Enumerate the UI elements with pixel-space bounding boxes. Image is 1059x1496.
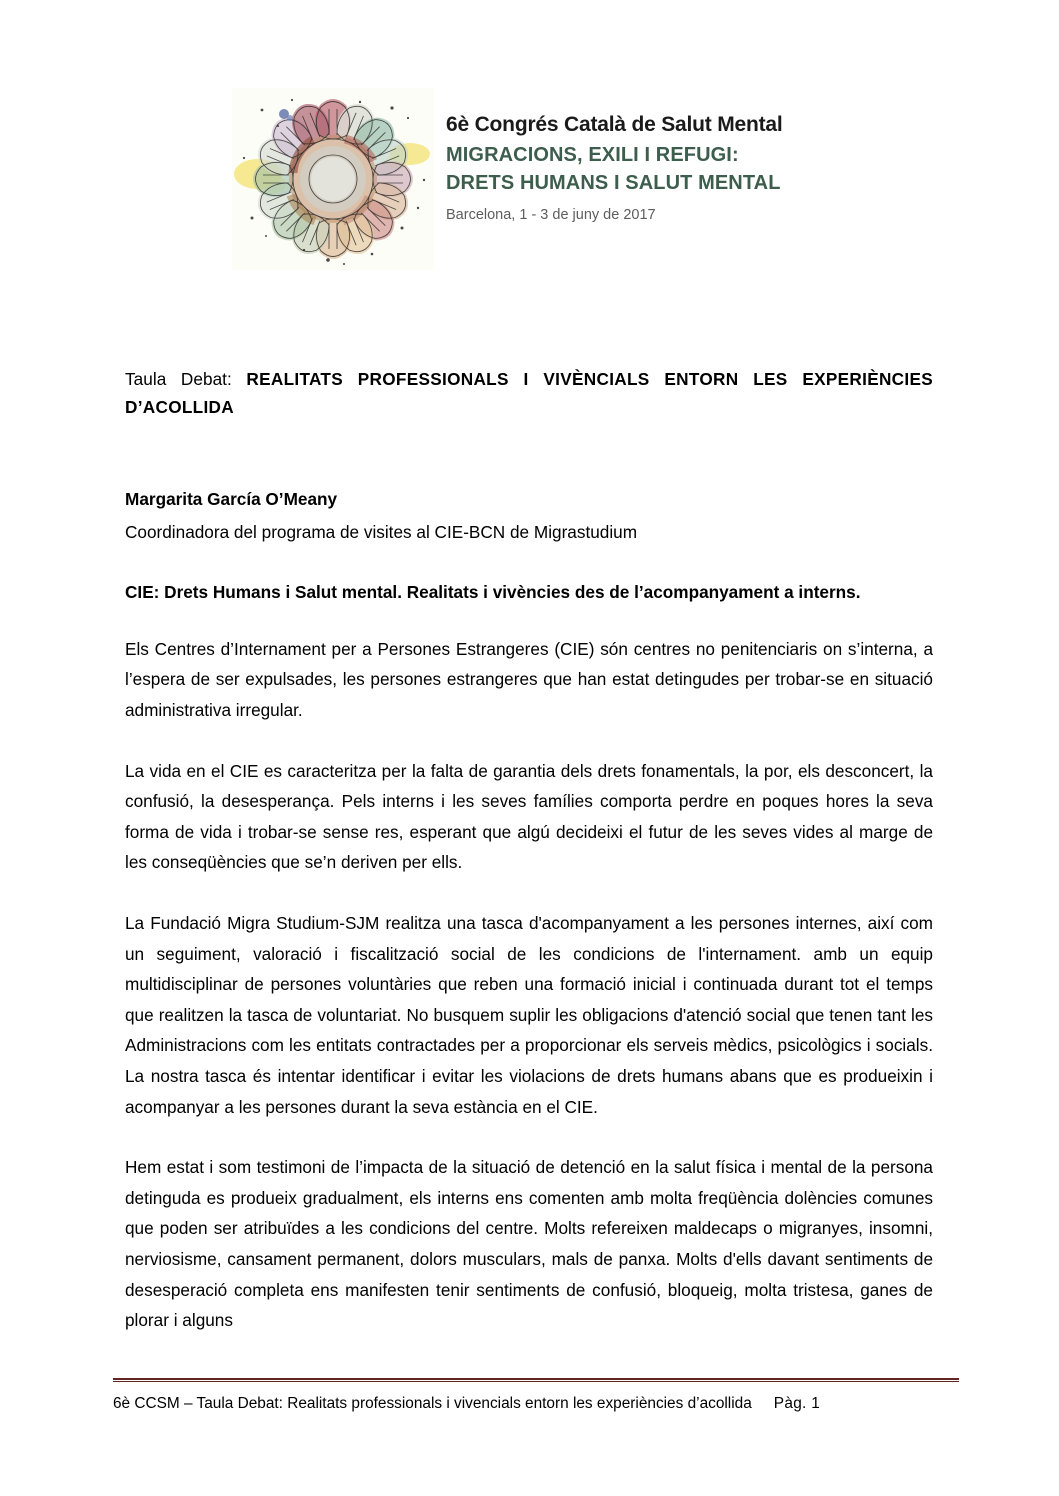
congress-subtitle	[446, 142, 783, 197]
footer-divider	[113, 1378, 959, 1382]
footer-content	[113, 1393, 959, 1415]
author-name: Margarita García O’Meany	[125, 488, 338, 509]
section-heading: CIE: Drets Humans i Salut mental. Realitats i vivències des de l’acompanyament a interns.	[125, 582, 861, 603]
body-paragraph: La vida en el CIE es caracteritza per la falta de garantia dels drets fonamentals, la por, els desconcert, la confusió, la desesperança. Pels interns i les seves famílies comporta perdre en poques hores la seva forma de vida i trobar-se sense res, esperant que algú decideixi el futur de les seves vides al marge de les conseqüències que se’n deriven per ells.	[125, 760, 933, 873]
document-body	[125, 366, 933, 1336]
page-title	[125, 366, 933, 422]
spacer-after-title	[125, 422, 933, 486]
spacer-after-author	[125, 546, 933, 579]
congress-subtitle-line2: DRETS HUMANS I SALUT MENTAL	[446, 171, 781, 194]
page-title-label: Taula Debat:	[125, 369, 247, 389]
footer-text: 6è CCSM – Taula Debat: Realitats professionals i vivencials entorn les experiències d’acollida	[113, 1395, 752, 1412]
congress-subtitle-line1: MIGRACIONS, EXILI I REFUGI:	[446, 144, 739, 167]
body-paragraph: Hem estat i som testimoni de l’impacta de la situació de detenció en la salut física i mental de la persona detinguda es produeix gradualment, els interns ens comenten amb molta freqüència dolències comunes que poden ser atribuïdes a les condicions del centre. Molts refereixen maldecaps o migranyes, insomni, nerviosisme, cansament permanent, dolors musculars, mals de panxa. Molts d'ells davant sentiments de desesperació completa ens manifesten tenir sentiments de confusió, bloqueig, molta tristesa, ganes de plorar i alguns	[125, 1157, 933, 1331]
footer-page-number: Pàg. 1	[773, 1395, 821, 1412]
author-role: Coordinadora del programa de visites al CIE-BCN de Migrastudium	[125, 522, 638, 543]
body-paragraph: Els Centres d’Internament per a Persones Estrangeres (CIE) són centres no penitenciaris on s’interna, a l’espera de ser expulsades, les persones estrangeres que han estat detingudes per trobar-se en situació administrativa irregular.	[125, 638, 933, 720]
page-footer	[113, 1378, 959, 1415]
body-paragraph: La Fundació Migra Studium-SJM realitza una tasca d'acompanyament a les persones internes, així com un seguiment, valoració i fiscalització social de les condicions de l'internament. amb un equip multidisciplinar de persones voluntàries que reben una formació inicial i continuada durant tot el temps que realitzen la tasca de voluntariat. No busquem suplir les obligacions d'atenció social que tenen tant les Administracions com les entitats contractades per a proporcionar els serveis mèdics, psicològics i socials. La nostra tasca és intentar identificar i evitar les violacions de drets humans abans que es produeixin i acompanyar a les persones durant la seva estància en el CIE.	[125, 912, 933, 1117]
spacer-after-heading	[125, 606, 933, 634]
congress-title: 6è Congrés Català de Salut Mental	[446, 113, 783, 136]
congress-watercolor-people-circle-logo	[232, 88, 434, 270]
page-title-strong: REALITATS PROFESSIONALS I VIVÈNCIALS ENTORN LES EXPERIÈNCIES D’ACOLLIDA	[125, 369, 933, 417]
document-header	[0, 88, 1059, 270]
congress-date: Barcelona, 1 - 3 de juny de 2017	[446, 207, 656, 224]
congress-header-text	[446, 88, 783, 225]
